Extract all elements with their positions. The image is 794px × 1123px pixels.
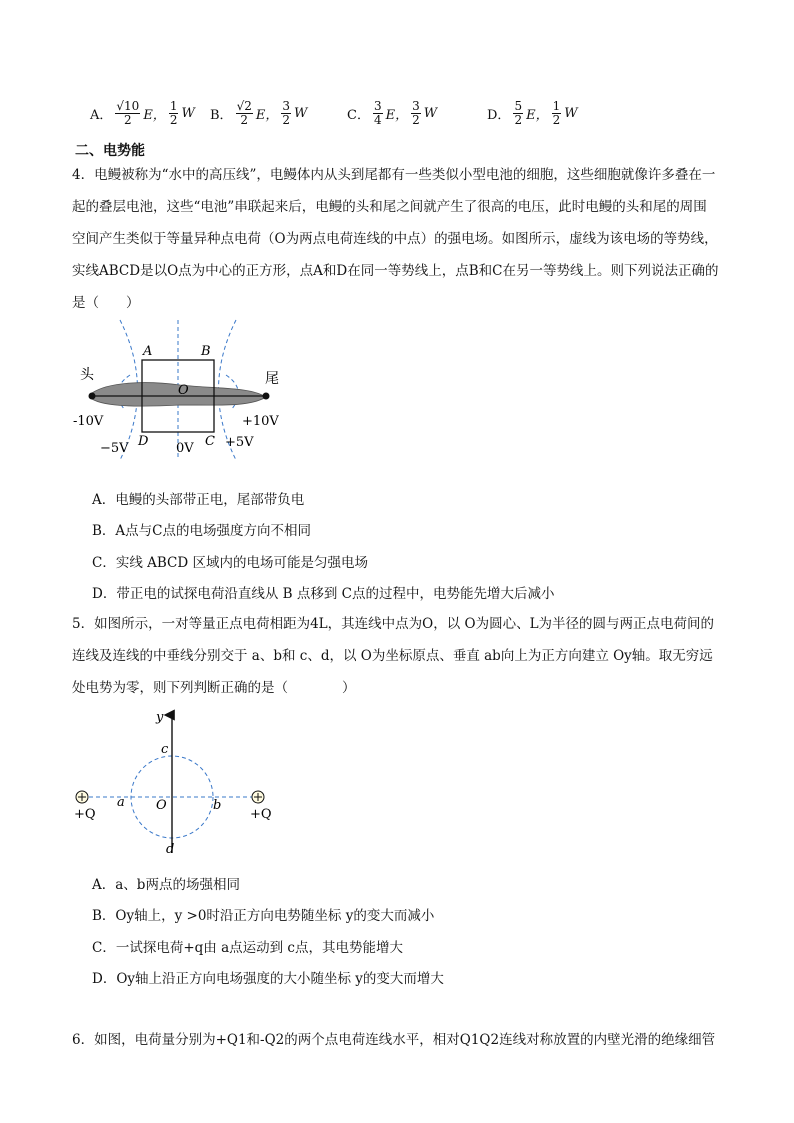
label-tail: 尾 [265,371,279,387]
numerator: 3 [373,99,382,113]
q5-option-d: D．Oy轴上沿正方向电场强度的大小随坐标 y的变大而增大 [92,971,444,987]
variable: W [423,106,438,121]
label-q-left: +Q [74,807,96,822]
variable: E， [255,108,279,123]
label-o: O [178,383,189,398]
variable: E， [143,108,166,123]
label-b: B [201,344,211,359]
numerator: 1 [169,99,178,113]
fraction [552,100,562,127]
positive-charge-left [76,791,88,803]
denominator: 2 [552,113,561,127]
fraction [169,100,179,127]
q3-option-c [347,100,437,127]
variable: E， [385,108,409,123]
q3-option-a [90,100,195,127]
q5-option-a: A．a、b两点的场强相同 [92,877,240,893]
denominator: 2 [282,113,290,127]
fraction [236,100,253,127]
label-y: y [156,710,164,725]
q4-option-c: C．实线 ABCD 区域内的电场可能是匀强电场 [92,555,368,571]
fraction [281,100,291,127]
fraction [513,100,523,127]
label-0v: 0V [176,441,194,456]
numerator: 3 [282,99,290,113]
numerator: 3 [412,99,420,113]
variable: W [293,106,308,121]
label-head: 头 [80,367,94,383]
option-letter: D． [487,108,511,123]
q3-option-b [210,100,307,127]
positive-charge-right [252,791,264,803]
q4-option-a: A．电鳗的头部带正电，尾部带负电 [92,492,305,508]
label-p5v: +5V [225,435,254,450]
denominator: 4 [373,113,382,127]
variable: W [564,106,578,121]
fraction [411,100,421,127]
fraction [373,100,383,127]
label-b: b [213,798,222,813]
tail-charge [263,393,270,400]
fraction [115,100,140,127]
q5-figure [70,705,280,860]
section-title: 二、电势能 [75,143,145,159]
numerator: √2 [236,99,252,113]
denominator: 2 [124,113,132,127]
label-a: A [143,344,153,359]
q4-option-b: B．A点与C点的电场强度方向不相同 [92,523,311,539]
q6-stem: 6．如图，电荷量分别为+Q1和-Q2的两个点电荷连线水平，相对Q1Q2连线对称放置的内壁光滑的绝缘细管 [72,1032,716,1048]
numerator: √10 [116,99,140,113]
q5-option-c: C．一试探电荷+q由 a点运动到 c点，其电势能增大 [92,940,403,956]
q5-option-b: B．Oy轴上，y >0时沿正方向电势随坐标 y的变大而减小 [92,908,435,924]
label-a: a [117,795,125,810]
q3-option-d [487,100,578,127]
label-m5v: −5V [100,441,129,456]
numerator: 1 [552,99,561,113]
q5-stem: 5．如图所示，一对等量正点电荷相距为4L，其连线中点为O，以 O为圆心、L为半径的圆与两正点电荷间的连线及连线的中垂线分别交于 a、b和 c、d，以 O为坐标原点、垂直 ab向上为正方向建立 Oy轴。取无穷远处电势为零，则下列判断正确的是（ ） [72,616,715,696]
label-o: O [156,798,167,813]
label-m10v: -10V [73,414,104,429]
denominator: 2 [240,113,249,127]
option-letter: A． [90,108,113,123]
variable: W [181,106,195,121]
q4-stem: 4．电鳗被称为“水中的高压线”，电鳗体内从头到尾都有一些类似小型电池的细胞，这些细胞就像许多叠在一起的叠层电池，这些“电池”串联起来后，电鳗的头和尾之间就产生了很高的电压，此时电鳗的头和尾的周围空间产生类似于等量异种点电荷（O为两点电荷连线的中点）的强电场。如图所示，虚线为该电场的等势线，实线ABCD是以O点为中心的正方形，点A和D在同一等势线上，点B和C在另一等势线上。则下列说法正确的是（ ） [72,167,719,311]
numerator: 5 [514,99,523,113]
label-c: c [161,742,169,757]
head-charge [89,393,96,400]
label-c: C [205,434,215,449]
label-d: d [166,842,175,857]
label-p10v: +10V [242,414,279,429]
denominator: 2 [169,113,178,127]
label-q-right: +Q [250,807,272,822]
denominator: 2 [514,113,523,127]
variable: E， [526,108,549,123]
denominator: 2 [412,113,420,127]
option-letter: C． [347,108,370,123]
q4-figure [70,315,300,465]
q4-option-d: D．带正电的试探电荷沿直线从 B 点移到 C点的过程中，电势能先增大后减小 [92,586,555,602]
option-letter: B． [210,108,233,123]
label-d: D [138,434,149,449]
